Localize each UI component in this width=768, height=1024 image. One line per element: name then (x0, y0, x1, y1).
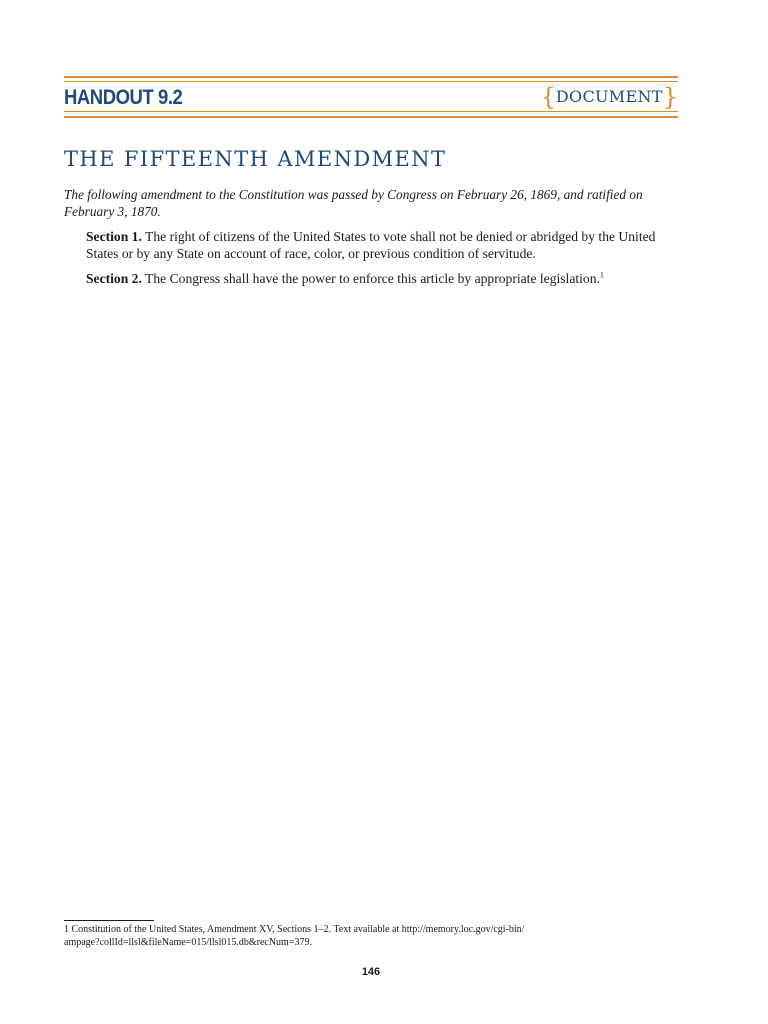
footnote-line-2: ampage?collId=llsl&fileName=015/llsl015.db&recNum=379. (64, 937, 312, 948)
footnote-line-1: 1 Constitution of the United States, Amendment XV, Sections 1–2. Text available at http://memory.loc.gov/cgi-bin/ (64, 924, 525, 935)
footnote-divider (64, 920, 154, 921)
section-2-label: Section 2. (86, 271, 142, 286)
handout-header (64, 76, 678, 118)
footnote (64, 923, 584, 949)
header-bottom-rule (64, 116, 678, 118)
document-label (541, 85, 678, 109)
right-brace-ornament: } (662, 83, 678, 111)
section-1-label: Section 1. (86, 229, 142, 244)
page-title: THE FIFTEENTH AMENDMENT (64, 147, 447, 171)
header-top-rule-thin (64, 81, 678, 82)
handout-label: HANDOUT 9.2 (64, 86, 183, 109)
header-top-rule (64, 76, 678, 78)
left-brace-ornament: { (540, 83, 556, 111)
section-2 (86, 270, 666, 287)
section-2-text: The Congress shall have the power to enforce this article by appropriate legislation. (141, 271, 600, 286)
footnote-ref: 1 (599, 270, 604, 280)
intro-text: The following amendment to the Constitution was passed by Congress on February 26, 1869, and ratified on February 3, 1870. (64, 187, 643, 219)
page-number: 146 (361, 966, 381, 978)
header-bottom-rule-thin (64, 111, 678, 112)
section-1-text: The right of citizens of the United States to vote shall not be denied or abridged by the United States or by any State on account of race, color, or previous condition of servitude. (86, 229, 656, 261)
document-label-text: DOCUMENT (555, 87, 663, 106)
section-1 (86, 228, 666, 262)
